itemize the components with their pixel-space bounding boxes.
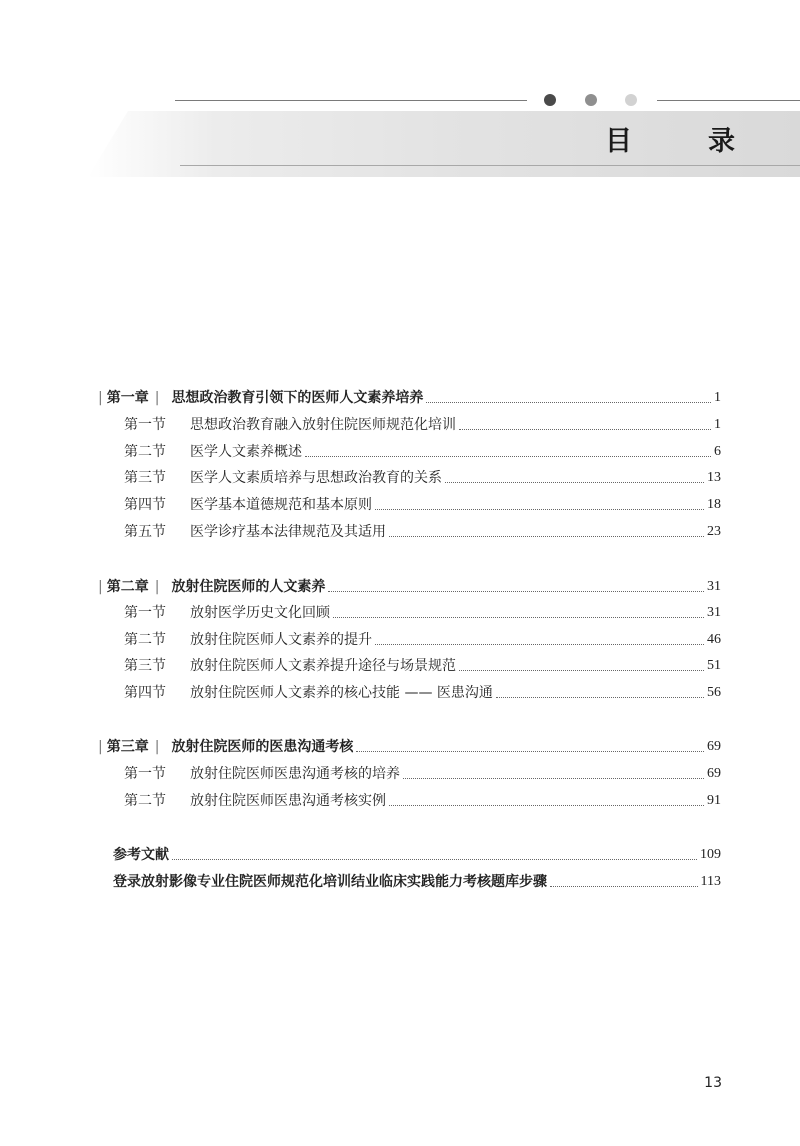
- dot-leader: [375, 509, 704, 510]
- appendix-title: 登录放射影像专业住院医师规范化培训结业临床实践能力考核题库步骤: [113, 874, 547, 890]
- page-ref: 91: [707, 793, 721, 808]
- dot-leader: [389, 805, 704, 806]
- section-title: 医学基本道德规范和基本原则: [190, 497, 372, 513]
- page-ref: 6: [714, 444, 721, 459]
- dot-leader: [356, 751, 704, 752]
- page-ref: 113: [700, 874, 721, 889]
- dot-leader: [459, 670, 704, 671]
- chapter-bar-left: |: [98, 739, 103, 755]
- dot-leader: [496, 697, 704, 698]
- page-ref: 109: [700, 847, 721, 862]
- toc-chapter-2[interactable]: [98, 576, 721, 596]
- page-ref: 46: [707, 632, 721, 647]
- page-ref: 31: [707, 579, 721, 594]
- toc-references[interactable]: [113, 844, 721, 864]
- page-ref: 56: [707, 685, 721, 700]
- section-title: 放射住院医师人文素养的提升: [190, 632, 372, 648]
- toc-section[interactable]: [124, 655, 721, 675]
- section-label: 第二节: [124, 444, 166, 460]
- section-label: 第三节: [124, 658, 166, 674]
- page-number: 13: [704, 1075, 722, 1091]
- page-ref: 23: [707, 524, 721, 539]
- page-title-char-1: 目: [605, 125, 632, 157]
- section-title: 放射住院医师人文素养的核心技能 —— 医患沟通: [190, 685, 493, 701]
- section-label: 第三节: [124, 470, 166, 486]
- references-title: 参考文献: [113, 847, 169, 863]
- chapter-label: 第三章: [106, 739, 149, 755]
- chapter-bar-left: |: [98, 390, 103, 406]
- section-title: 放射医学历史文化回顾: [190, 605, 330, 621]
- section-label: 第二节: [124, 632, 166, 648]
- chapter-label: 第一章: [106, 390, 149, 406]
- page-title-char-2: 录: [708, 125, 735, 157]
- toc-section[interactable]: [124, 790, 721, 810]
- section-title: 医学人文素养概述: [190, 444, 302, 460]
- toc-section[interactable]: [124, 467, 721, 487]
- section-title: 放射住院医师医患沟通考核的培养: [190, 766, 400, 782]
- page-ref: 31: [707, 605, 721, 620]
- page-ref: 51: [707, 658, 721, 673]
- section-label: 第二节: [124, 793, 166, 809]
- toc-section[interactable]: [124, 414, 721, 434]
- dot-leader: [172, 859, 697, 860]
- section-label: 第四节: [124, 497, 166, 513]
- section-title: 医学人文素质培养与思想政治教育的关系: [190, 470, 442, 486]
- page-ref: 1: [714, 390, 721, 405]
- toc-section[interactable]: [124, 521, 721, 541]
- toc-section[interactable]: [124, 494, 721, 514]
- toc-chapter-3[interactable]: [98, 736, 721, 756]
- toc-question-bank-steps[interactable]: [113, 871, 721, 891]
- dot-leader: [426, 402, 711, 403]
- page-ref: 13: [707, 470, 721, 485]
- dot-leader: [550, 886, 698, 887]
- dot-leader: [375, 644, 704, 645]
- chapter-title: 放射住院医师的医患沟通考核: [171, 739, 354, 755]
- toc-section[interactable]: [124, 602, 721, 622]
- page-ref: 69: [707, 766, 721, 781]
- dot-leader: [403, 778, 704, 779]
- chapter-bar-right: |: [154, 579, 160, 595]
- section-title: 思想政治教育融入放射住院医师规范化培训: [190, 417, 456, 433]
- chapter-title: 思想政治教育引领下的医师人文素养培养: [171, 390, 424, 406]
- section-label: 第五节: [124, 524, 166, 540]
- page-ref: 1: [714, 417, 721, 432]
- toc-section[interactable]: [124, 441, 721, 461]
- toc-section[interactable]: [124, 629, 721, 649]
- section-label: 第四节: [124, 685, 166, 701]
- chapter-label: 第二章: [106, 579, 149, 595]
- chapter-title: 放射住院医师的人文素养: [171, 579, 326, 595]
- dot-leader: [333, 617, 704, 618]
- section-label: 第一节: [124, 417, 166, 433]
- section-title: 放射住院医师人文素养提升途径与场景规范: [190, 658, 456, 674]
- page-ref: 69: [707, 739, 721, 754]
- toc-chapter-1[interactable]: [98, 387, 721, 407]
- section-title: 放射住院医师医患沟通考核实例: [190, 793, 386, 809]
- chapter-bar-right: |: [154, 390, 160, 406]
- dot-leader: [305, 456, 711, 457]
- page-ref: 18: [707, 497, 721, 512]
- toc-section[interactable]: [124, 682, 721, 702]
- section-title: 医学诊疗基本法律规范及其适用: [190, 524, 386, 540]
- section-label: 第一节: [124, 766, 166, 782]
- dot-leader: [445, 482, 704, 483]
- section-label: 第一节: [124, 605, 166, 621]
- chapter-bar-right: |: [154, 739, 160, 755]
- dot-leader: [389, 536, 704, 537]
- dot-leader: [328, 591, 704, 592]
- chapter-bar-left: |: [98, 579, 103, 595]
- dot-leader: [459, 429, 711, 430]
- toc-section[interactable]: [124, 763, 721, 783]
